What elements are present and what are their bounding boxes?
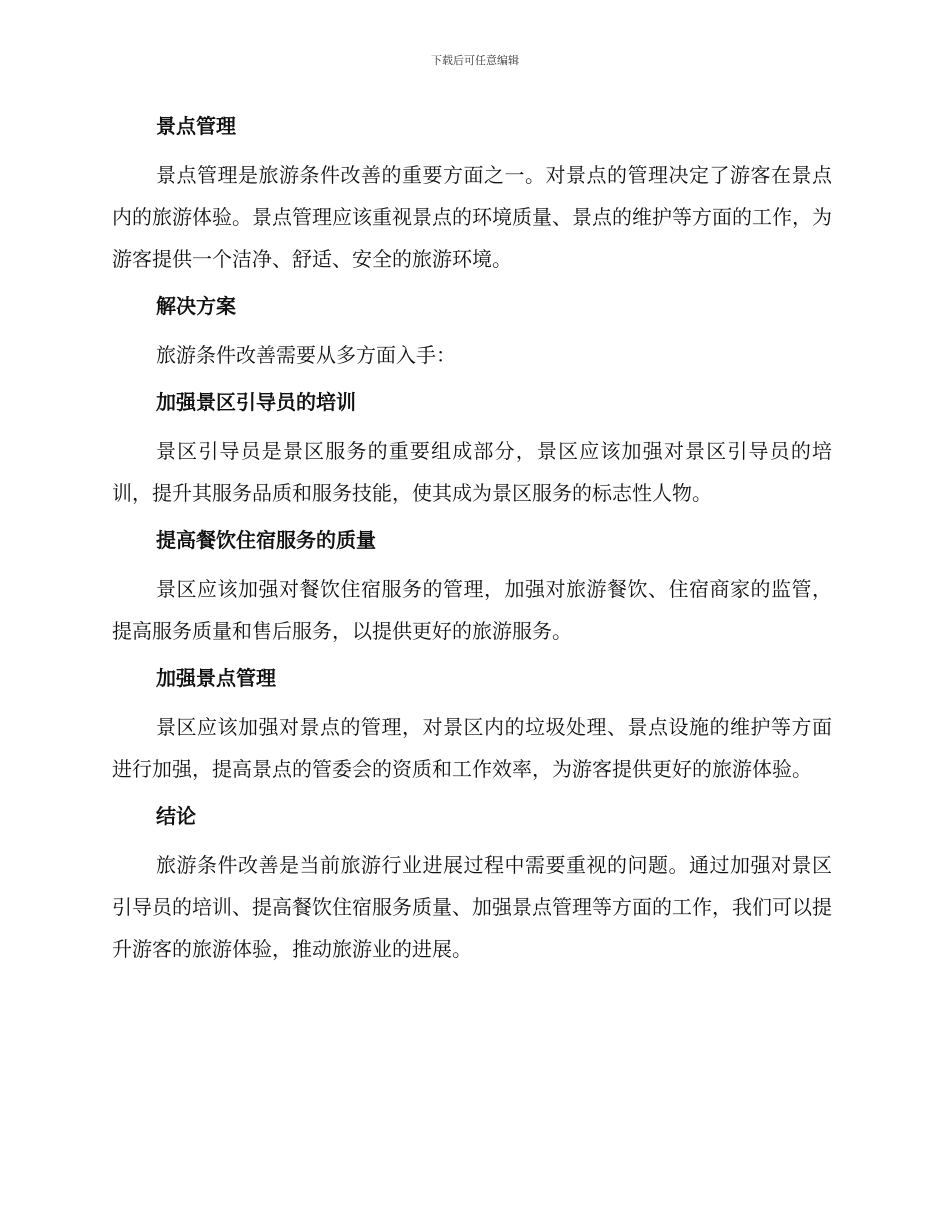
section-heading-strengthen-management: 加强景点管理 (156, 666, 276, 690)
section-paragraph-solutions: 旅游条件改善需要从多方面入手： (156, 343, 456, 367)
document-body (112, 108, 832, 982)
section-heading-guide-training: 加强景区引导员的培训 (156, 390, 356, 414)
section-heading-conclusion: 结论 (156, 804, 196, 828)
section-paragraph-guide-training: 景区引导员是景区服务的重要组成部分，景区应该加强对景区引导员的培训，提升其服务品质和服务技能，使其成为景区服务的标志性人物。 (112, 439, 832, 505)
page-header: 下载后可任意编辑 (431, 54, 519, 67)
section-heading-catering-lodging: 提高餐饮住宿服务的质量 (156, 528, 376, 552)
section-paragraph-strengthen-management: 景区应该加强对景点的管理，对景区内的垃圾处理、景点设施的维护等方面进行加强，提高景点的管委会的资质和工作效率，为游客提供更好的旅游体验。 (112, 715, 832, 781)
section-paragraph-catering-lodging: 景区应该加强对餐饮住宿服务的管理，加强对旅游餐饮、住宿商家的监管，提高服务质量和售后服务，以提供更好的旅游服务。 (112, 577, 832, 643)
section-paragraph-conclusion: 旅游条件改善是当前旅游行业进展过程中需要重视的问题。通过加强对景区引导员的培训、提高餐饮住宿服务质量、加强景点管理等方面的工作，我们可以提升游客的旅游体验，推动旅游业的进展。 (112, 853, 832, 961)
section-heading-solutions: 解决方案 (156, 294, 236, 318)
section-paragraph-scenic-management: 景点管理是旅游条件改善的重要方面之一。对景点的管理决定了游客在景点内的旅游体验。景点管理应该重视景点的环境质量、景点的维护等方面的工作，为游客提供一个洁净、舒适、安全的旅游环境。 (112, 163, 832, 271)
section-heading-scenic-management: 景点管理 (156, 114, 236, 138)
